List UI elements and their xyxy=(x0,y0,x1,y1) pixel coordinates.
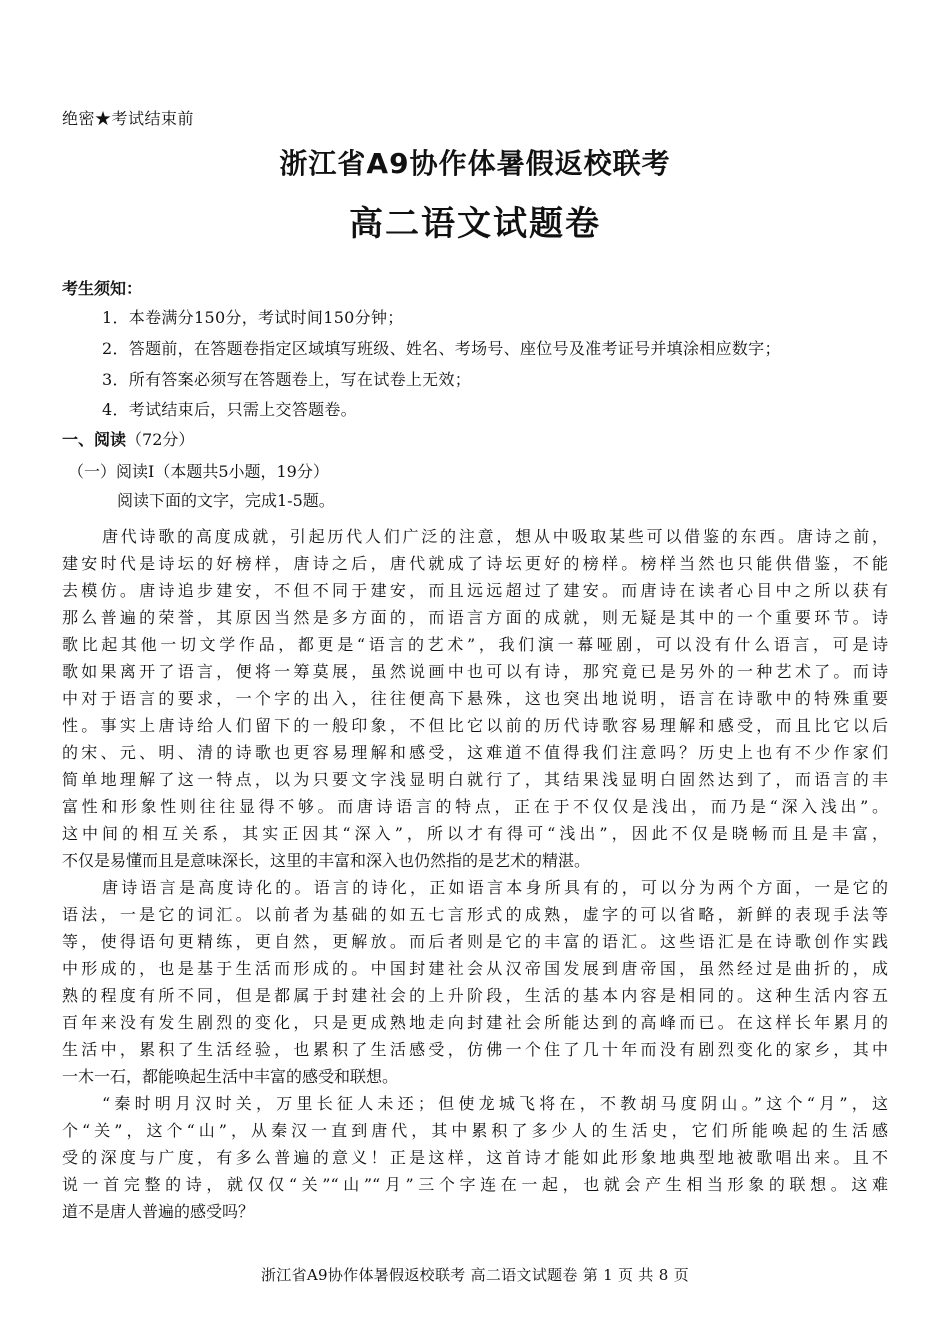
exam-title: 浙江省A9协作体暑假返校联考 xyxy=(279,147,671,180)
section-heading xyxy=(62,427,194,450)
passage-line: 去模仿。唐诗追步建安，不但不同于建安，而且远远超过了建安。而唐诗在读者心目中之所以获有 xyxy=(62,581,888,600)
passage-line: 道不是唐人普遍的感受吗？ xyxy=(62,1202,255,1221)
paper-title: 高二语文试题卷 xyxy=(349,204,601,244)
notice-heading: 考生须知： xyxy=(62,279,143,298)
passage-line: 说一首完整的诗，就仅仅“关”“山”“月”三个字连在一起，也就会产生相当形象的联想。这难 xyxy=(62,1175,888,1194)
passage-line: 歌比起其他一切文学作品，都更是“语言的艺术”，我们演一幕哑剧，可以没有什么语言，可是诗 xyxy=(62,635,888,654)
passage-line: 歌如果离开了语言，便将一筹莫展，虽然说画中也可以有诗，那究竟已是另外的一种艺术了。而诗 xyxy=(62,662,888,681)
reading-instruction: 阅读下面的文字，完成1-5题。 xyxy=(117,491,335,510)
passage-line: 建安时代是诗坛的好榜样，唐诗之后，唐代就成了诗坛更好的榜样。榜样当然也只能供借鉴，不能 xyxy=(62,554,888,573)
passage-line: 不仅是易懂而且是意味深长，这里的丰富和深入也仍然指的是艺术的精湛。 xyxy=(62,851,591,870)
notice-item-4: 4．考试结束后，只需上交答题卷。 xyxy=(102,400,357,419)
passage-line: 那么普遍的荣誉，其原因当然是多方面的，而语言方面的成就，则无疑是其中的一个重要环节。诗 xyxy=(62,608,888,627)
secret-mark: 绝密★考试结束前 xyxy=(62,109,195,128)
passage-line: 唐诗语言是高度诗化的。语言的诗化，正如语言本身所具有的，可以分为两个方面，一是它的 xyxy=(102,878,888,897)
passage-line: 这中间的相互关系，其实正因其“深入”，所以才有得可“浅出”，因此不仅是晓畅而且是丰富， xyxy=(62,824,888,843)
notice-item-2: 2．答题前，在答题卷指定区域填写班级、姓名、考场号、座位号及准考证号并填涂相应数字； xyxy=(102,339,781,358)
page-footer: 浙江省A9协作体暑假返校联考 高二语文试题卷 第 1 页 共 8 页 xyxy=(260,1266,690,1284)
notice-item-1: 1．本卷满分150分，考试时间150分钟； xyxy=(102,308,404,327)
passage-line: 简单地理解了这一特点，以为只要文字浅显明白就行了，其结果浅显明白固然达到了，而语言的丰 xyxy=(62,770,888,789)
passage-line: 熟的程度有所不同，但是都属于封建社会的上升阶段，生活的基本内容是相同的。这种生活内容五 xyxy=(62,986,888,1005)
passage-line: 富性和形象性则往往显得不够。而唐诗语言的特点，正在于不仅仅是浅出，而乃是“深入浅出”。 xyxy=(62,797,888,816)
passage-line: 中对于语言的要求，一个字的出入，往往便高下悬殊，这也突出地说明，语言在诗歌中的特殊重要 xyxy=(62,689,888,708)
section-title: 一、阅读 xyxy=(62,430,127,449)
passage-line: 一木一石，都能唤起生活中丰富的感受和联想。 xyxy=(62,1067,399,1086)
passage-line: 生活中，累积了生活经验，也累积了生活感受，仿佛一个住了几十年而没有剧烈变化的家乡，其中 xyxy=(62,1040,888,1059)
passage-line: 中形成的，也是基于生活而形成的。中国封建社会从汉帝国发展到唐帝国，虽然经过是曲折的，成 xyxy=(62,959,888,978)
passage-line: “秦时明月汉时关，万里长征人未还；但使龙城飞将在，不教胡马度阴山。”这个“月”，这 xyxy=(102,1094,888,1113)
passage-line: 等，使得语句更精练，更自然，更解放。而后者则是它的丰富的语汇。这些语汇是在诗歌创作实践 xyxy=(62,932,888,951)
subsection-heading: （一）阅读Ⅰ（本题共5小题，19分） xyxy=(68,462,329,481)
passage-line: 个“关”，这个“山”，从秦汉一直到唐代，其中累积了多少人的生活史，它们所能唤起的生活感 xyxy=(62,1121,888,1140)
section-points: （72分） xyxy=(126,430,195,449)
passage-line: 唐代诗歌的高度成就，引起历代人们广泛的注意，想从中吸取某些可以借鉴的东西。唐诗之前， xyxy=(102,527,888,546)
passage-line: 百年来没有发生剧烈的变化，只是更成熟地走向封建社会所能达到的高峰而已。在这样长年累月的 xyxy=(62,1013,888,1032)
passage-line: 受的深度与广度，有多么普遍的意义！正是这样，这首诗才能如此形象地典型地被歌唱出来。且不 xyxy=(62,1148,888,1167)
passage-line: 性。事实上唐诗给人们留下的一般印象，不但比它以前的历代诗歌容易理解和感受，而且比它以后 xyxy=(62,716,888,735)
notice-item-3: 3．所有答案必须写在答题卷上，写在试卷上无效； xyxy=(102,370,472,389)
passage-line: 的宋、元、明、清的诗歌也更容易理解和感受，这难道不值得我们注意吗？历史上也有不少作家们 xyxy=(62,743,888,762)
passage-line: 语法，一是它的词汇。以前者为基础的如五七言形式的成熟，虚字的可以省略，新鲜的表现手法等 xyxy=(62,905,888,924)
